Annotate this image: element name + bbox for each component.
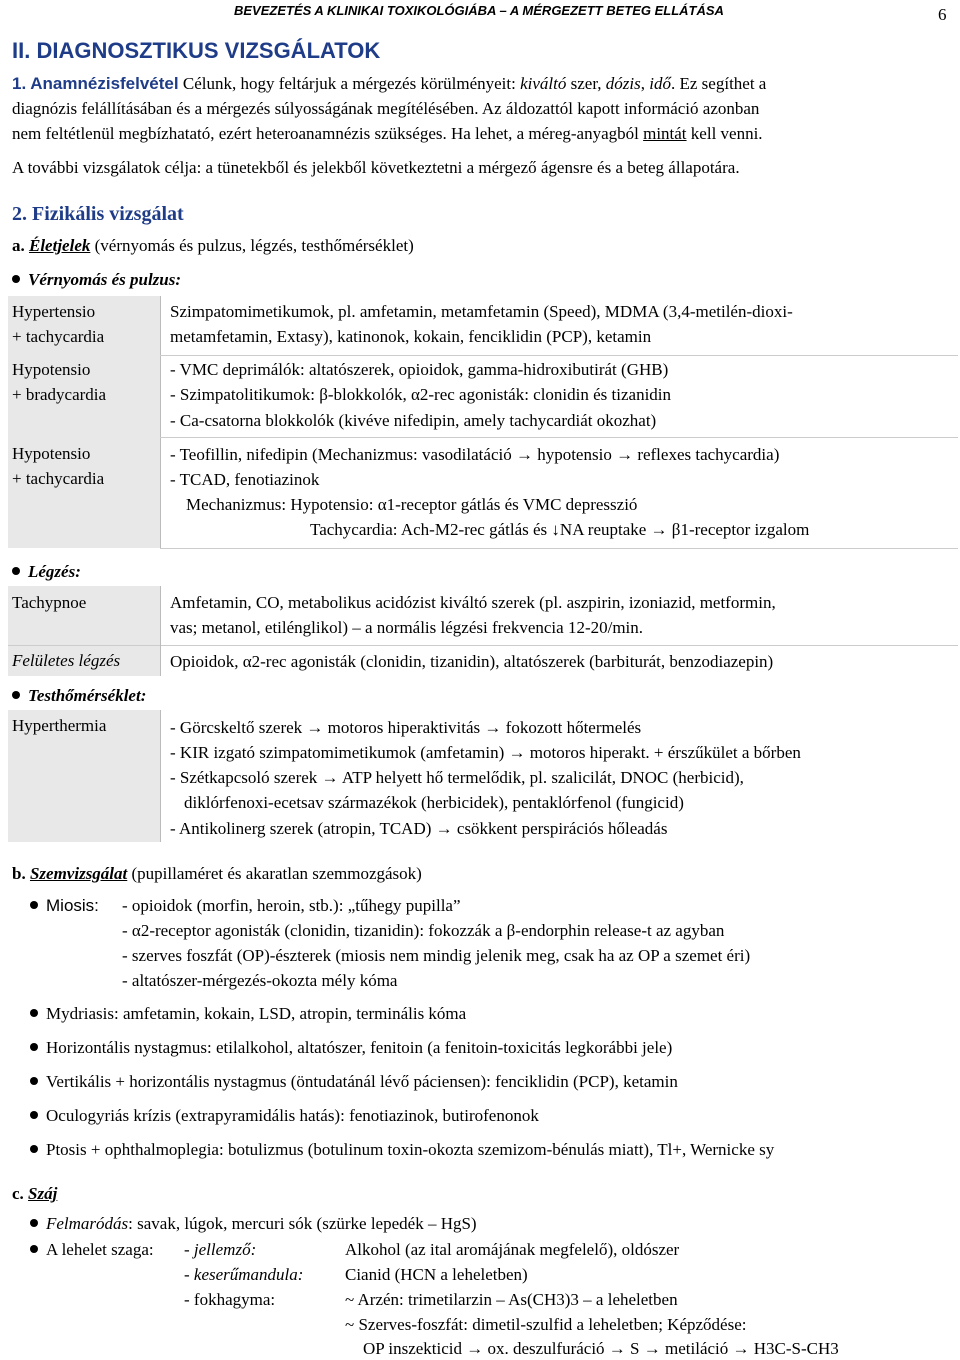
row-label: Hypotensio bbox=[12, 360, 91, 379]
breath-extra: ~ Szerves-foszfát: dimetil-szulfid a leheletben; Képződése: bbox=[345, 1315, 747, 1334]
row-text: Szimpatomimetikumok, pl. amfetamin, metamfetamin (Speed), MDMA (3,4-metilén-dioxi- bbox=[170, 302, 793, 321]
row-text: metamfetamin, Extasy), katinonok, kokain, fenciklidin (PCP), ketamin bbox=[170, 327, 652, 346]
row-text: diklórfenoxi-ecetsav származékok (herbicidek), pentaklórfenol (fungicid) bbox=[184, 793, 684, 812]
eye-item: Mydriasis: amfetamin, kokain, LSD, atropin, terminális kóma bbox=[30, 1004, 466, 1024]
bullet-icon bbox=[30, 1009, 38, 1017]
text: Száj bbox=[28, 1184, 58, 1203]
text: szer, bbox=[566, 74, 606, 93]
anamnesis-line-2: diagnózis felállításában és a mérgezés súlyosságának megítélésében. Az áldozattól kapott információ azonban bbox=[12, 99, 760, 118]
text: Életjelek bbox=[29, 236, 91, 255]
breath-value: Cianid (HCN a leheletben) bbox=[345, 1265, 528, 1284]
bullet-icon bbox=[30, 1145, 38, 1153]
eye-item: Oculogyriás krízis (extrapyramidális hatás): fenotiazinok, butirofenonok bbox=[30, 1106, 539, 1126]
row-text: - Ca-csatorna blokkolók (kivéve nifedipin, amely tachycardiát okozhat) bbox=[170, 411, 657, 430]
bullet-icon bbox=[12, 691, 20, 699]
row-label: + tachycardia bbox=[12, 327, 105, 346]
text: dózis bbox=[605, 74, 641, 93]
row-text: - Teofillin, nifedipin (Mechanizmus: vasodilatáció → hypotensio → reflexes tachycardia) bbox=[170, 445, 780, 464]
text: c. bbox=[12, 1184, 29, 1203]
text: kell venni. bbox=[686, 124, 763, 143]
row-label: Tachypnoe bbox=[12, 593, 87, 612]
text: Célunk, hogy feltárjuk a mérgezés körülményeit: bbox=[178, 74, 521, 93]
miosis-line: - opioidok (morfin, heroin, stb.): „tűhegy pupilla” bbox=[122, 896, 461, 915]
resp-title: Légzés: bbox=[12, 562, 81, 582]
anamnesis-line-1 bbox=[12, 74, 766, 94]
text: a. bbox=[12, 236, 29, 255]
row-text: - Görcskeltő szerek → motoros hiperaktivitás → fokozott hőtermelés bbox=[170, 718, 642, 737]
section-title: II. DIAGNOSZTIKUS VIZSGÁLATOK bbox=[12, 38, 381, 63]
row-text: vas; metanol, etilénglikol) – a normális légzési frekvencia 12-20/min. bbox=[170, 618, 644, 637]
row-text: - TCAD, fenotiazinok bbox=[170, 470, 320, 489]
row-text: - Szimpatolitikumok: β-blokkolók, α2-rec agonisták: clonidin és tizanidin bbox=[170, 385, 672, 404]
row-text: Mechanizmus: Hypotensio: α1-receptor gátlás és VMC depresszió bbox=[186, 495, 638, 514]
divider bbox=[8, 645, 958, 646]
row-label: Hyperthermia bbox=[12, 716, 107, 735]
running-header: BEVEZETÉS A KLINIKAI TOXIKOLÓGIÁBA – A MÉRGEZETT BETEG ELLÁTÁSA bbox=[234, 3, 724, 18]
row-text: - VMC deprimálók: altatószerek, opioidok, gamma-hidroxibutirát (GHB) bbox=[170, 360, 669, 379]
anamnesis-line-4: A további vizsgálatok célja: a tünetekből és jelekből következtetni a mérgező ágensre és a beteg állapotára. bbox=[12, 158, 740, 177]
text: (vérnyomás és pulzus, légzés, testhőmérséklet) bbox=[90, 236, 414, 255]
miosis-line: - α2-receptor agonisták (clonidin, tizanidin): fokozzák a β-endorphin release-t az agyban bbox=[122, 921, 725, 940]
bullet-icon bbox=[12, 275, 20, 283]
text: nem feltétlenül megbízhatató, ezért heteroanamnézis szükséges. Ha lehet, a méreg-anyagból bbox=[12, 124, 644, 143]
row-label: Hypertensio bbox=[12, 302, 96, 321]
row-text: - Antikolinerg szerek (atropin, TCAD) → csökkent perspirációs hőleadás bbox=[170, 819, 668, 838]
text: . Ez segíthet a bbox=[671, 74, 767, 93]
bullet-icon bbox=[30, 1077, 38, 1085]
divider bbox=[160, 586, 161, 676]
bullet-icon bbox=[30, 1219, 38, 1227]
row-label: + bradycardia bbox=[12, 385, 107, 404]
bullet-icon bbox=[30, 1043, 38, 1051]
bp-title: Vérnyomás és pulzus: bbox=[12, 270, 181, 290]
text: b. bbox=[12, 864, 30, 883]
row-text: Tachycardia: Ach-M2-rec gátlás és ↓NA reuptake → β1-receptor izgalom bbox=[310, 520, 810, 539]
divider bbox=[160, 437, 958, 438]
breath-extra: OP inszekticid → ox. deszulfuráció → S → metiláció → H3C-S-CH3 bbox=[363, 1339, 839, 1358]
breath-key: - keserűmandula: bbox=[184, 1265, 304, 1284]
text: Szemvizsgálat bbox=[29, 864, 128, 883]
text: kiváltó bbox=[520, 74, 567, 93]
row-text: - KIR izgató szimpatomimetikumok (amfetamin) → motoros hiperakt. + érszűkület a bőrben bbox=[170, 743, 801, 762]
bullet-icon bbox=[30, 901, 38, 909]
eye-subheading bbox=[12, 864, 422, 884]
temp-title: Testhőmérséklet: bbox=[12, 686, 146, 706]
text: , bbox=[640, 74, 650, 93]
eye-item: Horizontális nystagmus: etilalkohol, altatószer, fenitoin (a fenitoin-toxicitás legkorábbi jele) bbox=[30, 1038, 672, 1058]
text: (pupillaméret és akaratlan szemmozgások) bbox=[127, 864, 422, 883]
bullet-icon bbox=[12, 567, 20, 575]
miosis-item: Miosis: bbox=[30, 896, 99, 916]
anamnesis-line-3 bbox=[12, 124, 763, 144]
breath-key: - fokhagyma: bbox=[184, 1290, 276, 1309]
row-text: Opioidok, α2-rec agonisták (clonidin, tizanidin), altatószerek (barbiturát, benzodiazepin) bbox=[170, 652, 774, 671]
divider bbox=[160, 296, 161, 548]
divider bbox=[160, 355, 958, 356]
physical-title: 2. Fizikális vizsgálat bbox=[12, 203, 184, 225]
text: mintát bbox=[643, 124, 687, 143]
vitals-subheading bbox=[12, 236, 414, 256]
miosis-line: - altatószer-mérgezés-okozta mély kóma bbox=[122, 971, 398, 990]
bullet-icon bbox=[30, 1111, 38, 1119]
row-label: + tachycardia bbox=[12, 469, 105, 488]
divider bbox=[160, 548, 958, 549]
breath-value: Alkohol (az ital aromájának megfelelő), oldószer bbox=[345, 1240, 680, 1259]
breath-item: A lehelet szaga: bbox=[30, 1240, 154, 1260]
mouth-item: Felmaródás: savak, lúgok, mercuri sók (szürke lepedék – HgS) bbox=[30, 1214, 477, 1234]
anamnesis-heading: 1. Anamnézisfelvétel bbox=[12, 74, 179, 93]
eye-item: Ptosis + ophthalmoplegia: botulizmus (botulinum toxin-okozta szemizom-bénulás miatt), Tl+, Wernicke sy bbox=[30, 1140, 774, 1160]
miosis-line: - szerves foszfát (OP)-észterek (miosis nem mindig jelenik meg, csak ha az OP a szemet éri) bbox=[122, 946, 751, 965]
row-label: Felületes légzés bbox=[12, 651, 121, 670]
breath-value: ~ Arzén: trimetilarzin – As(CH3)3 – a leheletben bbox=[345, 1290, 678, 1309]
row-text: Amfetamin, CO, metabolikus acidózist kiváltó szerek (pl. aszpirin, izoniazid, metformin, bbox=[170, 593, 776, 612]
text: idő bbox=[649, 74, 671, 93]
page-number: 6 bbox=[938, 5, 947, 24]
eye-item: Vertikális + horizontális nystagmus (öntudatánál lévő páciensen): fenciklidin (PCP), ketamin bbox=[30, 1072, 678, 1092]
mouth-subheading bbox=[12, 1184, 57, 1204]
divider bbox=[160, 710, 161, 842]
bullet-icon bbox=[30, 1245, 38, 1253]
row-text: - Szétkapcsoló szerek → ATP helyett hő termelődik, pl. szalicilát, DNOC (herbicid), bbox=[170, 768, 744, 787]
row-label: Hypotensio bbox=[12, 444, 91, 463]
breath-key: - jellemző: bbox=[184, 1240, 257, 1259]
